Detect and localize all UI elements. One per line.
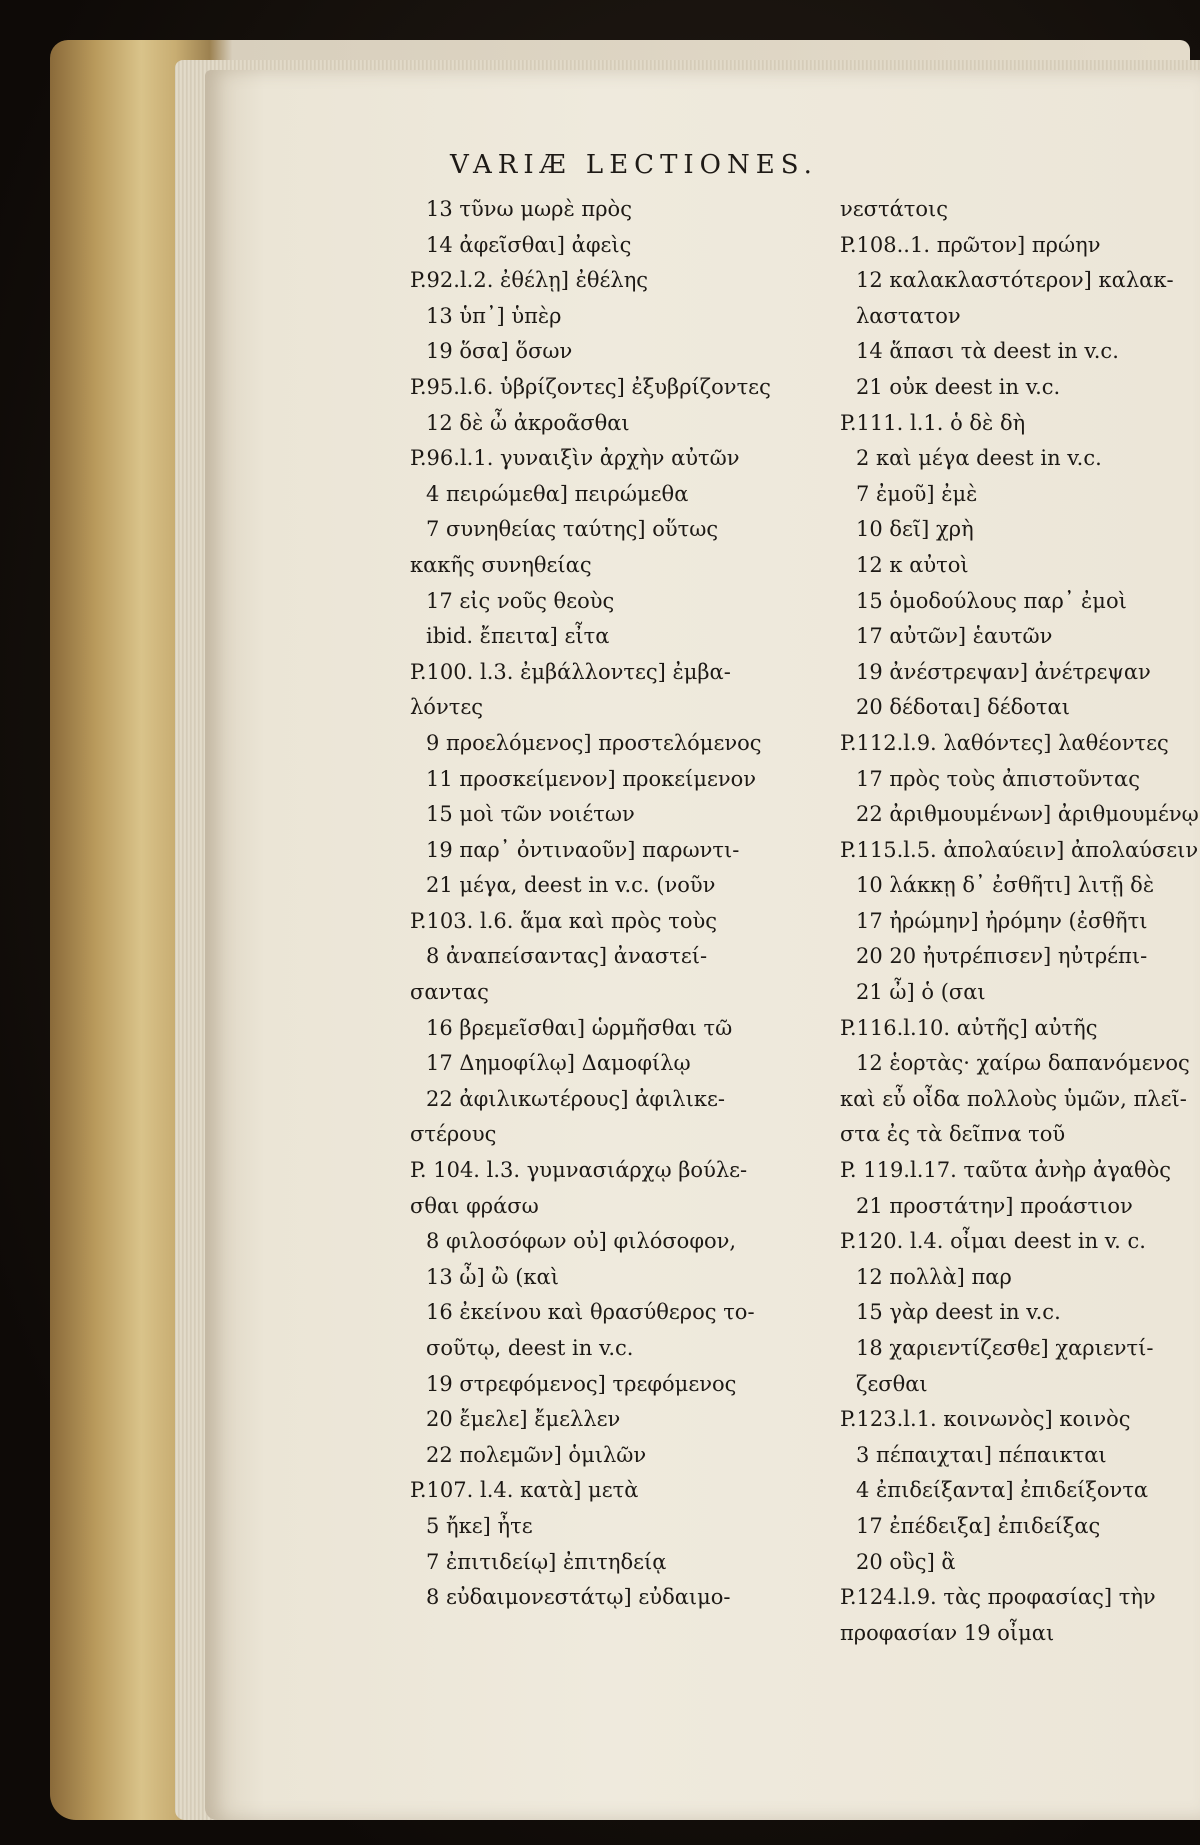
text-line: 19 ὅσα] ὅσων bbox=[426, 339, 573, 364]
text-line: 22 ἀφιλικωτέρους] ἀφιλικε- bbox=[426, 1086, 725, 1111]
text-line: ζεσθαι bbox=[856, 1371, 928, 1396]
text-line: 3 πέπαιχται] πέπαικται bbox=[856, 1442, 1107, 1467]
text-line: 15 ὁμοδούλους παρ᾽ ἐμοὶ bbox=[856, 588, 1127, 613]
text-line: 13 ὑπ᾽] ὑπὲρ bbox=[426, 303, 562, 328]
text-line: 10 δεῖ] χρὴ bbox=[856, 517, 974, 542]
text-line: 16 βρεμεῖσθαι] ὡρμῆσθαι τῶ bbox=[426, 1015, 733, 1040]
text-line: P.111. l.1. ὁ δὲ δὴ bbox=[840, 410, 1026, 435]
text-line: 14 ἀφεῖσθαι] ἀφεὶς bbox=[426, 232, 632, 257]
text-line: 5 ἤκε] ἦτε bbox=[426, 1513, 533, 1538]
text-line: P.92.l.2. ἐθέλῃ] ἐθέλης bbox=[410, 268, 649, 293]
text-line: 4 ἐπιδείξαντα] ἐπιδείξοντα bbox=[856, 1478, 1149, 1503]
text-line: σοῦτῳ, deest in v.c. bbox=[426, 1336, 634, 1360]
text-line: 12 δὲ ὦ ἀκροᾶσθαι bbox=[426, 410, 630, 435]
text-line: P.116.l.10. αὐτῆς] αὐτῆς bbox=[840, 1015, 1098, 1040]
text-line: 7 ἐμοῦ] ἐμὲ bbox=[856, 481, 978, 506]
text-line: λαστατον bbox=[856, 303, 961, 328]
text-line: P.112.l.9. λαθόντες] λαθέοντες bbox=[840, 730, 1169, 755]
text-line: 15 γὰρ deest in v.c. bbox=[856, 1300, 1061, 1325]
text-line: 18 χαριεντίζεσθε] χαριεντί- bbox=[856, 1336, 1154, 1360]
text-line: 17 ἐπέδειξα] ἐπιδείξας bbox=[856, 1513, 1101, 1538]
text-line: 20 20 ἠυτρέπισεν] ηὐτρέπι- bbox=[856, 944, 1148, 969]
text-line: 7 ἐπιτιδείῳ] ἐπιτηδείᾳ bbox=[426, 1549, 667, 1574]
text-line: 14 ἅπασι τὰ deest in v.c. bbox=[856, 339, 1119, 364]
text-line: 20 ἔμελε] ἔμελλεν bbox=[426, 1407, 621, 1432]
text-line: P.100. l.3. ἐμβάλλοντες] ἐμβα- bbox=[410, 659, 731, 684]
text-line: 16 ἐκείνου καὶ θρασύθερος το- bbox=[426, 1300, 755, 1325]
text-line: κακῆς συνηθείας bbox=[410, 552, 592, 577]
text-line: P. 104. l.3. γυμνασιάρχῳ βούλε- bbox=[410, 1158, 748, 1183]
text-line: στα ἐς τὰ δεῖπνα τοῦ bbox=[840, 1122, 1066, 1147]
text-line: P.103. l.6. ἅμα καὶ πρὸς τοὺς bbox=[410, 908, 718, 933]
text-line: 12 ἑορτὰς· χαίρω δαπανόμενος bbox=[856, 1051, 1190, 1076]
text-line: 17 αὐτῶν] ἑαυτῶν bbox=[856, 624, 1053, 649]
text-line: 21 προστάτην] προάστιον bbox=[856, 1193, 1133, 1218]
text-line: 12 πολλὰ] παρ bbox=[856, 1264, 1012, 1289]
text-line: 17 ἠρώμην] ἠρόμην (ἐσθῆτι bbox=[856, 908, 1148, 933]
text-line: 12 καλακλαστότερον] καλακ- bbox=[856, 268, 1174, 293]
text-line: 17 πρὸς τοὺς ἀπιστοῦντας bbox=[856, 766, 1140, 791]
text-line: προφασίαν 19 οἶμαι bbox=[840, 1620, 1055, 1645]
text-line: 8 ἀναπείσαντας] ἀναστεί- bbox=[426, 944, 708, 969]
text-line: στέρους bbox=[410, 1122, 497, 1147]
text-line: 8 εὐδαιμονεστάτῳ] εὐδαιμο- bbox=[426, 1585, 731, 1610]
text-line: 17 εἰς νοῦς θεοὺς bbox=[426, 588, 615, 613]
text-line: σαντας bbox=[410, 980, 489, 1005]
right-column bbox=[840, 192, 1200, 1651]
text-line: ibid. ἔπειτα] εἶτα bbox=[426, 624, 610, 649]
text-line: P.107. l.4. κατὰ] μετὰ bbox=[410, 1478, 639, 1503]
text-line: 4 πειρώμεθα] πειρώμεθα bbox=[426, 481, 689, 506]
text-line: 9 προελόμενος] προστελόμενος bbox=[426, 730, 762, 755]
page-header: VARIÆ LECTIONES. bbox=[450, 150, 818, 180]
text-line: λόντες bbox=[410, 695, 483, 720]
text-line: P.120. l.4. οἶμαι deest in v. c. bbox=[840, 1229, 1146, 1254]
text-line: 7 συνηθείας ταύτης] οὕτως bbox=[426, 517, 719, 542]
text-line: P.96.l.1. γυναιξὶν ἀρχὴν αὐτῶν bbox=[410, 446, 740, 471]
text-line: P.124.l.9. τὰς προφασίας] τὴν bbox=[840, 1585, 1156, 1610]
text-line: σθαι φράσω bbox=[410, 1193, 539, 1218]
text-line: P.95.l.6. ὑβρίζοντες] ἐξυβρίζοντες bbox=[410, 374, 771, 399]
text-line: 20 δέδοται] δέδοται bbox=[856, 695, 1070, 720]
text-line: 2 καὶ μέγα deest in v.c. bbox=[856, 446, 1102, 471]
text-line: 19 ἀνέστρεψαν] ἀνέτρεψαν bbox=[856, 659, 1151, 684]
text-line: P.108..1. πρῶτον] πρώην bbox=[840, 232, 1101, 257]
text-line: 22 πολεμῶν] ὁμιλῶν bbox=[426, 1442, 647, 1467]
text-line: 19 παρ᾽ ὀντιναοῦν] παρωντι- bbox=[426, 837, 740, 862]
text-line: 21 οὐκ deest in v.c. bbox=[856, 374, 1061, 399]
text-line: νεστάτοις bbox=[840, 197, 949, 221]
text-line: 11 προσκείμενον] προκείμενον bbox=[426, 766, 757, 791]
text-line: 22 ἀριθμουμένων] ἀριθμουμένῳ bbox=[856, 802, 1199, 827]
text-line: 20 οὓς] ἃ bbox=[856, 1549, 956, 1574]
text-line: P.115.l.5. ἀπολαύειν] ἀπολαύσειν bbox=[840, 837, 1199, 862]
text-line: P. 119.l.17. ταῦτα ἀνὴρ ἀγαθὸς bbox=[840, 1158, 1171, 1183]
text-line: 21 ὦ] ὁ (σαι bbox=[856, 980, 986, 1005]
text-line: 21 μέγα, deest in v.c. (νοῦν bbox=[426, 873, 716, 898]
text-line: 17 Δημοφίλῳ] Δαμοφίλῳ bbox=[426, 1051, 691, 1076]
text-line: P.123.l.1. κοινωνὸς] κοινὸς bbox=[840, 1407, 1131, 1432]
text-line: καὶ εὖ οἶδα πολλοὺς ὑμῶν, πλεῖ- bbox=[840, 1086, 1187, 1111]
text-line: 10 λάκκῃ δ᾽ ἐσθῆτι] λιτῇ δὲ bbox=[856, 873, 1155, 898]
text-line: 8 φιλοσόφων οὐ] φιλόσοφον, bbox=[426, 1229, 737, 1254]
text-line: 15 μοὶ τῶν νοιέτων bbox=[426, 802, 635, 827]
text-line: 19 στρεφόμενος] τρεφόμενος bbox=[426, 1371, 737, 1396]
text-line: 12 κ αὐτοὶ bbox=[856, 552, 969, 577]
text-line: 13 ὦ] ὢ (καὶ bbox=[426, 1264, 559, 1289]
left-column bbox=[410, 192, 835, 1616]
text-line: 13 τῦνω μωρὲ πρὸς bbox=[426, 197, 632, 221]
